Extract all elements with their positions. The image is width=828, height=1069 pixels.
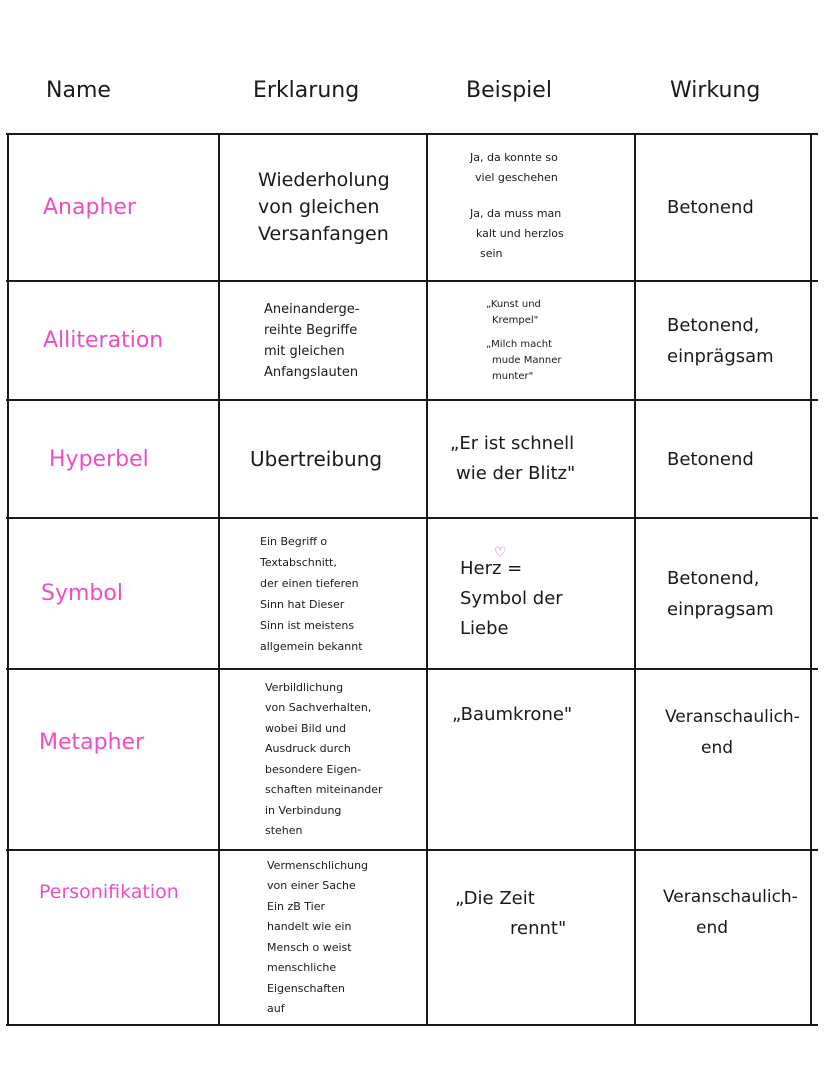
- text-line: rennt": [510, 918, 567, 939]
- text-line: end: [696, 918, 729, 938]
- text-line: Betonend: [667, 448, 754, 470]
- row-beispiel-anapher: [470, 148, 630, 278]
- text-line: Ein Begriff o: [260, 534, 328, 548]
- row-wirkung-hyperbel: [667, 401, 807, 517]
- row-name-metapher: Metapher: [39, 730, 145, 755]
- row-erklarung-hyperbel: [250, 401, 424, 517]
- row-erklarung-anapher: [258, 135, 424, 280]
- text-line: auf: [267, 1002, 285, 1015]
- text-line: von gleichen: [258, 196, 380, 218]
- text-line: allgemein bekannt: [260, 639, 363, 653]
- text-line: handelt wie ein: [267, 920, 352, 933]
- text-line: mude Manner: [492, 355, 562, 366]
- text-line: wobei Bild und: [265, 721, 347, 735]
- row-beispiel-metapher: [452, 704, 630, 744]
- text-line: Verbildlichung: [265, 680, 344, 694]
- text-line: Wiederholung: [258, 169, 390, 191]
- text-line: Versanfangen: [258, 223, 389, 245]
- text-line: „Die Zeit: [455, 888, 535, 909]
- text-line: Liebe: [460, 618, 509, 639]
- row-beispiel-alliteration: [486, 297, 626, 397]
- row-beispiel-personifikation: [455, 884, 630, 954]
- header-wirkung: Wirkung: [670, 78, 761, 103]
- text-line: Ausdruck durch: [265, 742, 351, 755]
- row-wirkung-personifikation: [663, 882, 810, 962]
- row-name-anapher: Anapher: [43, 195, 136, 220]
- text-line: reihte Begriffe: [264, 322, 358, 338]
- text-line: von Sachverhalten,: [265, 701, 372, 714]
- row-beispiel-symbol: [460, 554, 630, 654]
- text-line: schaften miteinander: [265, 783, 383, 796]
- row-beispiel-hyperbel: [450, 401, 630, 517]
- text-line: Krempel": [492, 315, 539, 326]
- text-line: „Baumkrone": [452, 704, 573, 725]
- text-line: Vermenschlichung: [267, 858, 369, 872]
- text-line: Betonend,: [667, 567, 760, 589]
- column-divider: [634, 133, 636, 1026]
- text-line: viel geschehen: [475, 171, 558, 184]
- text-line: sein: [480, 247, 503, 260]
- text-line: Ja, da muss man: [470, 207, 562, 220]
- text-line: „Er ist schnell: [450, 433, 575, 454]
- text-line: kalt und herzlos: [476, 227, 564, 240]
- text-line: Symbol der: [460, 588, 563, 609]
- header-erklarung: Erklarung: [253, 78, 360, 103]
- text-line: Sinn ist meistens: [260, 618, 355, 632]
- text-line: einpragsam: [667, 598, 774, 620]
- text-line: Eigenschaften: [267, 981, 345, 995]
- text-line: menschliche: [267, 961, 337, 974]
- text-line: wie der Blitz": [456, 463, 576, 484]
- row-name-personifikation: Personifikation: [39, 881, 179, 903]
- row-erklarung-metapher: [265, 670, 425, 849]
- column-divider: [218, 133, 220, 1026]
- text-line: stehen: [265, 824, 303, 837]
- text-line: „Kunst und: [486, 299, 541, 310]
- text-line: Textabschnitt,: [260, 555, 337, 569]
- row-wirkung-metapher: [665, 702, 810, 782]
- column-divider: [426, 133, 428, 1026]
- text-line: end: [701, 738, 734, 758]
- row-name-symbol: Symbol: [41, 581, 123, 606]
- text-line: Herz =: [460, 558, 523, 579]
- text-line: von einer Sache: [267, 879, 356, 892]
- text-line: munter": [492, 371, 534, 382]
- header-name: Name: [46, 78, 111, 103]
- header-beispiel: Beispiel: [466, 78, 552, 103]
- text-line: in Verbindung: [265, 803, 342, 817]
- text-line: Veranschaulich-: [663, 887, 798, 907]
- text-line: mit gleichen: [264, 343, 345, 359]
- text-line: „Milch macht: [486, 339, 553, 350]
- row-wirkung-anapher: [667, 135, 807, 280]
- text-line: Aneinanderge-: [264, 301, 360, 317]
- text-line: Veranschaulich-: [665, 707, 800, 727]
- row-name-alliteration: Alliteration: [43, 328, 164, 353]
- row-wirkung-symbol: [667, 519, 807, 668]
- text-line: Ubertreibung: [250, 447, 383, 471]
- text-line: Ja, da konnte so: [470, 151, 558, 164]
- row-erklarung-personifikation: [267, 851, 425, 1024]
- heart-icon: ♡: [494, 545, 507, 561]
- text-line: Betonend: [667, 197, 754, 218]
- row-erklarung-alliteration: [264, 282, 424, 399]
- text-line: Mensch o weist: [267, 940, 352, 954]
- text-line: Anfangslauten: [264, 364, 359, 380]
- column-divider: [810, 133, 812, 1026]
- text-line: Betonend,: [667, 314, 760, 336]
- text-line: besondere Eigen-: [265, 762, 362, 776]
- row-erklarung-symbol: [260, 519, 424, 668]
- text-line: der einen tieferen: [260, 576, 359, 590]
- row-wirkung-alliteration: [667, 282, 807, 399]
- table-border-bottom: [6, 1024, 818, 1026]
- row-name-hyperbel: Hyperbel: [49, 446, 149, 472]
- text-line: Ein zB Tier: [267, 899, 326, 913]
- text-line: Sinn hat Dieser: [260, 597, 345, 611]
- text-line: einprägsam: [667, 345, 774, 367]
